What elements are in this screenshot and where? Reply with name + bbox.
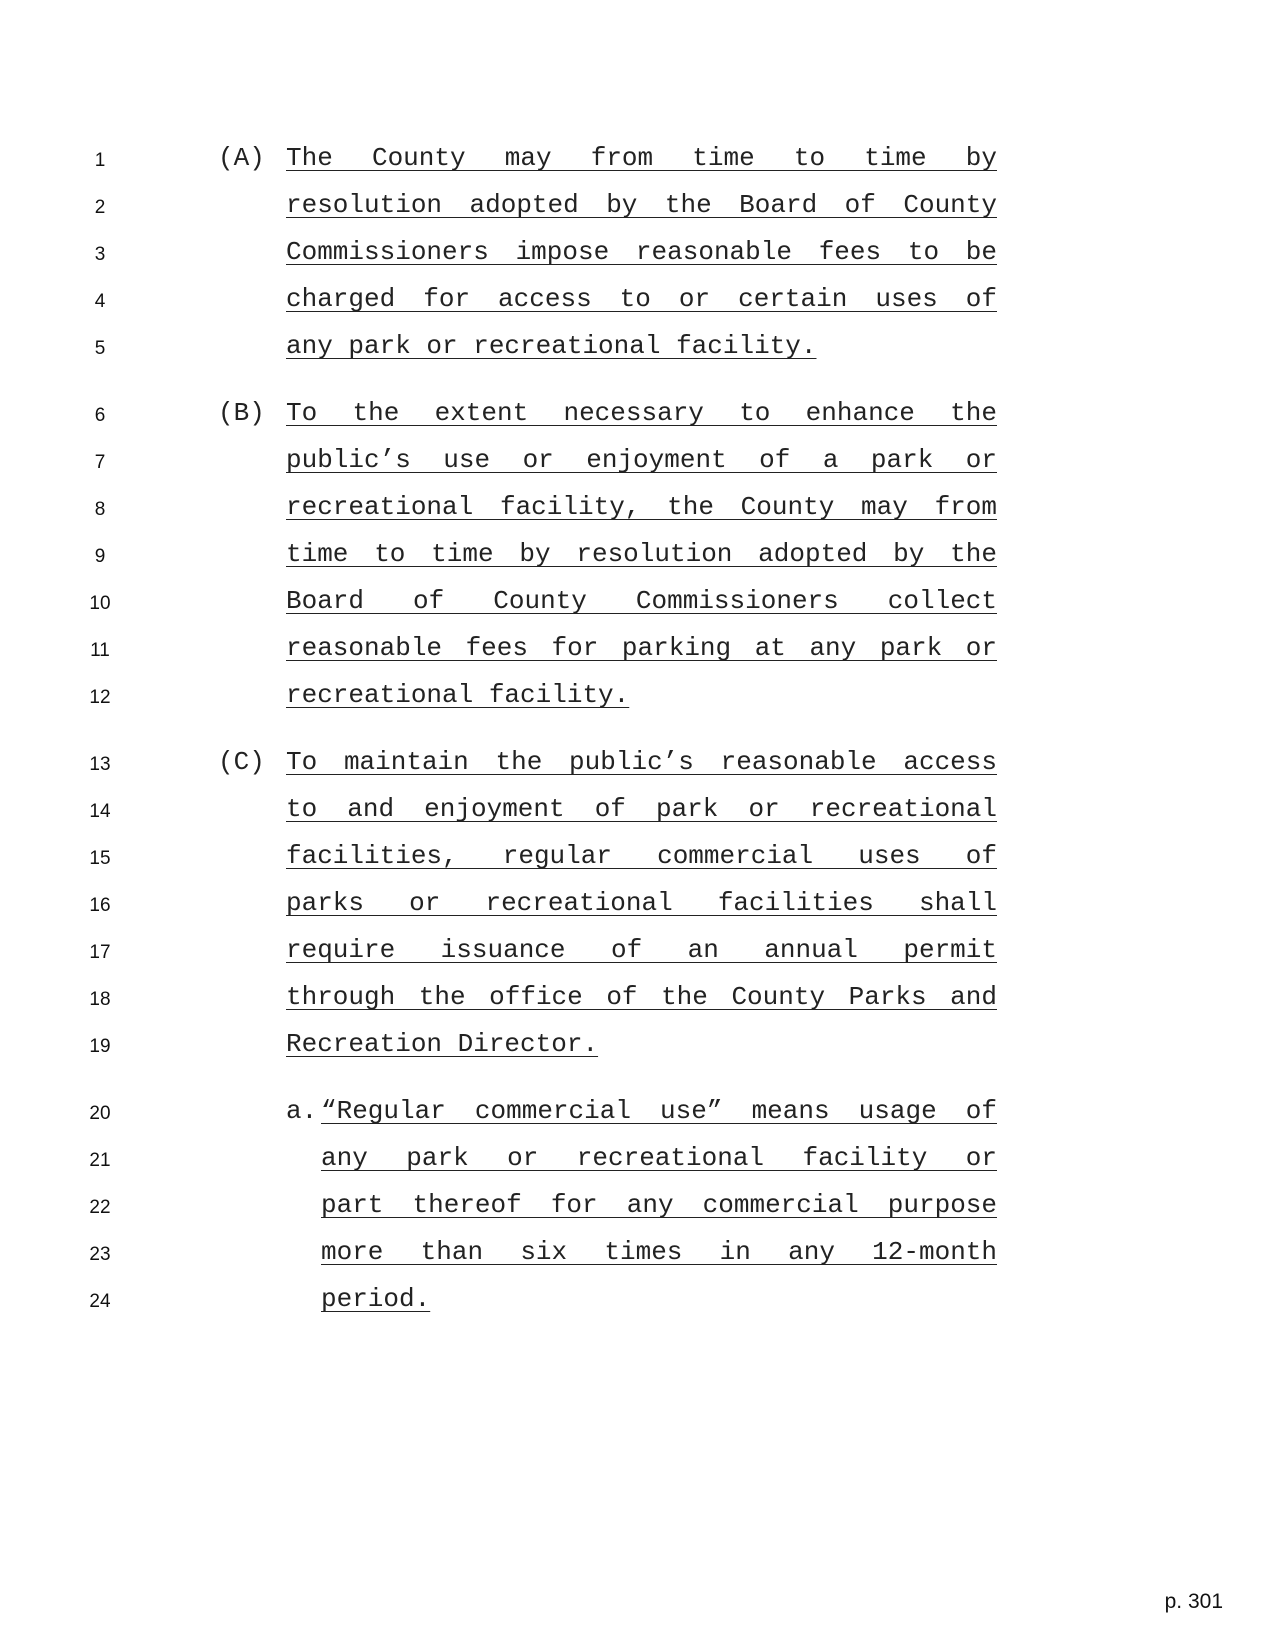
line-number: 2: [94, 197, 106, 218]
line-number: 6: [94, 405, 106, 426]
line-number: 20: [89, 1103, 111, 1124]
subsection-marker-a: a.: [286, 1096, 318, 1126]
line-number: 12: [89, 687, 111, 708]
section-b-line: time to time by resolution adopted by the: [286, 539, 997, 569]
line-number: 9: [94, 546, 106, 567]
subsection-a-line: part thereof for any commercial purpose: [321, 1190, 997, 1220]
subsection-a-line: “Regular commercial use” means usage of: [321, 1096, 997, 1126]
section-b-line: public’s use or enjoyment of a park or: [286, 445, 997, 475]
page-number: p. 301: [1164, 1590, 1223, 1613]
section-c-line: require issuance of an annual permit: [286, 935, 997, 965]
line-number: 4: [94, 291, 106, 312]
section-c-line: through the office of the County Parks and: [286, 982, 997, 1012]
line-number: 11: [90, 640, 110, 661]
section-b-line: Board of County Commissioners collect: [286, 586, 997, 616]
section-marker-c: (C): [218, 747, 265, 777]
section-c-line: to and enjoyment of park or recreational: [286, 794, 997, 824]
subsection-a-line: period.: [321, 1284, 431, 1314]
section-a-line: charged for access to or certain uses of: [286, 284, 997, 314]
section-marker-a: (A): [218, 143, 265, 173]
line-number: 1: [94, 150, 106, 171]
subsection-a-line: more than six times in any 12-month: [321, 1237, 997, 1267]
section-a-line: resolution adopted by the Board of County: [286, 190, 997, 220]
section-b-line: recreational facility.: [286, 680, 630, 710]
line-number: 17: [89, 942, 111, 963]
line-number: 19: [89, 1036, 111, 1057]
section-c-line: Recreation Director.: [286, 1029, 599, 1059]
subsection-a-line: any park or recreational facility or: [321, 1143, 997, 1173]
line-number: 3: [94, 244, 106, 265]
line-number: 21: [89, 1150, 111, 1171]
line-number: 22: [89, 1197, 111, 1218]
line-number: 16: [89, 895, 111, 916]
line-number: 15: [89, 848, 111, 869]
line-number: 10: [89, 593, 111, 614]
section-b-line: reasonable fees for parking at any park or: [286, 633, 997, 663]
line-number: 24: [89, 1291, 111, 1312]
section-c-line: parks or recreational facilities shall: [286, 888, 997, 918]
line-number: 5: [94, 338, 106, 359]
section-c-line: facilities, regular commercial uses of: [286, 841, 997, 871]
section-b-line: recreational facility, the County may from: [286, 492, 997, 522]
line-number: 7: [94, 452, 106, 473]
line-number: 18: [89, 989, 111, 1010]
section-c-line: To maintain the public’s reasonable access: [286, 747, 997, 777]
line-number: 13: [89, 754, 111, 775]
line-number: 8: [94, 499, 106, 520]
section-a-line: Commissioners impose reasonable fees to be: [286, 237, 997, 267]
section-a-line: any park or recreational facility.: [286, 331, 817, 361]
line-number: 23: [89, 1244, 111, 1265]
section-b-line: To the extent necessary to enhance the: [286, 398, 997, 428]
section-marker-b: (B): [218, 398, 265, 428]
section-a-line: The County may from time to time by: [286, 143, 997, 173]
line-number: 14: [89, 801, 111, 822]
